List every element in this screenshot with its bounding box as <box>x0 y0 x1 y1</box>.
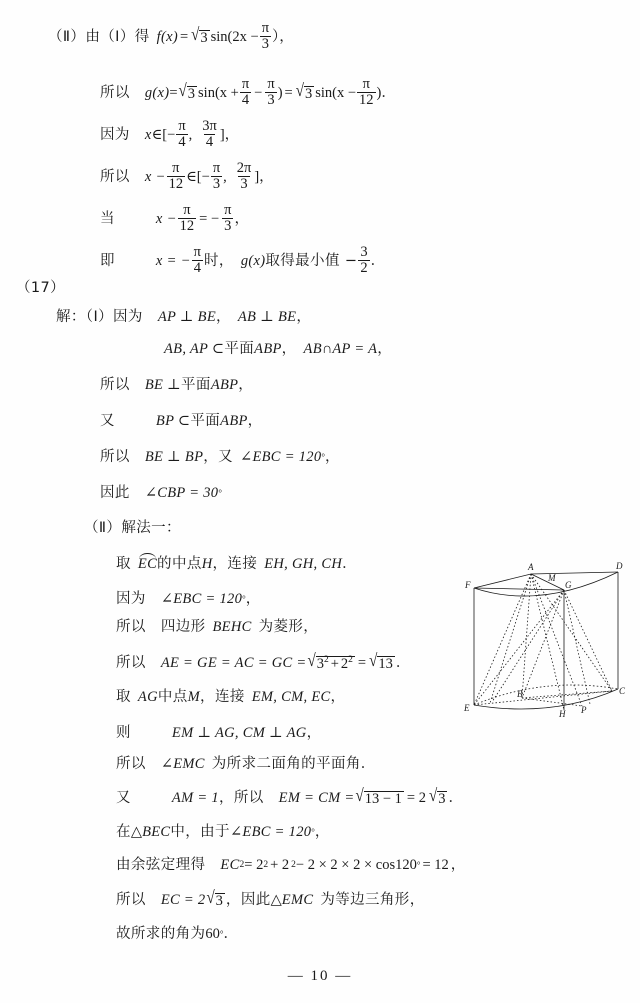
plane-word: 平面 <box>181 377 211 393</box>
fraction-numerator: π <box>183 202 191 218</box>
trig-line-5 <box>100 204 249 235</box>
rhombus-word: 为菱形， <box>258 619 319 635</box>
therefore-word: 因此 <box>240 892 271 908</box>
fraction-numerator: 3π <box>202 118 217 134</box>
trig-line5-x: x − <box>155 211 177 228</box>
top-back-edges <box>474 572 618 588</box>
arc-ec-label: EC <box>137 556 158 572</box>
sqrt-3-radicand: 3 <box>200 30 208 47</box>
expr-em-perp-ag: EM ⊥ AG, CM ⊥ AG <box>171 725 307 741</box>
p17-part1-line-6: 因此 ∠CBP = 30 ° <box>100 485 222 501</box>
period: ． <box>223 926 239 942</box>
take-word: 取 <box>116 555 131 572</box>
p17-part1-line6-lead: 因此 <box>100 485 130 501</box>
trig-line2-gx: g(x) <box>144 85 170 102</box>
figure-label-P: P <box>581 705 587 715</box>
expr-ae-ge-ac-gc: AE = GE = AC = GC = <box>160 655 307 671</box>
period: ． <box>395 655 411 671</box>
comma: ， <box>247 413 263 429</box>
p17-part2-line8-lead: 又 <box>116 790 131 806</box>
p17-part2-line4-lead: 所以 <box>116 655 146 671</box>
figure-label-F: F <box>465 580 471 590</box>
figure-label-B: B <box>517 689 523 699</box>
p17-part2-line2-lead: 因为 <box>116 591 146 607</box>
angle-emc: ∠EMC <box>160 756 205 772</box>
sqrt-3sq-plus-2sq: √ $3^2 + 2^2$ <box>307 651 353 672</box>
comma: ， <box>225 892 241 908</box>
figure-label-A: A <box>528 562 534 572</box>
bottom-back-arc <box>474 685 618 705</box>
trig-line-4 <box>100 162 274 193</box>
sqrt-3-b: √ 3 <box>295 81 313 103</box>
figure-label-D: D <box>616 561 623 571</box>
p17-expr-be-perp-bp: BE ⊥ BP <box>144 449 204 465</box>
trig-line2-eq2: = <box>284 85 293 102</box>
p17-part2-line-2: 因为 ∠EBC = 120 ° ， <box>116 591 261 607</box>
intersection-symbol: ∩ <box>321 341 333 357</box>
p17-part2-line-9: 在 △ BEC 中，由于 ∠EBC = 120 ° ， <box>116 824 330 840</box>
trig-line2-sin1: sin(x + <box>198 85 239 102</box>
result-12: = 12 <box>422 857 449 873</box>
p17-part1-line4-lead: 又 <box>100 413 115 429</box>
trig-line6-mid: 时， <box>204 253 234 270</box>
radicand-base-2: 2 <box>340 656 349 672</box>
trig-line4-close: ]， <box>254 169 274 186</box>
figure-label-G: G <box>565 580 572 590</box>
connect-word-b: ，连接 <box>200 689 245 705</box>
p17-part2-line-1 <box>116 556 357 572</box>
p17-part2-line8-mid: 所以 <box>233 790 264 806</box>
fraction-denominator: 3 <box>240 175 248 192</box>
trig-line6-gx: g(x) <box>240 253 266 270</box>
expr-am-eq-1: AM = 1 <box>171 790 219 806</box>
equals-2: = 2 <box>406 790 426 806</box>
fraction-pi-over-12-a <box>167 161 186 192</box>
p17-part2-line6-lead: 则 <box>116 725 131 741</box>
trig-line2-close2: )． <box>376 85 396 102</box>
p17-part1-line3-lead: 所以 <box>100 377 130 393</box>
trig-line6-tail: 取得最小值 − <box>265 253 358 270</box>
law-of-cosines-text: 由余弦定理得 <box>116 857 206 873</box>
figure-label-H: H <box>559 709 566 718</box>
comma: ， <box>281 341 297 357</box>
sqrt-radicand <box>316 656 355 672</box>
trig-line1-lead: （Ⅱ）由（Ⅰ）得 <box>48 29 150 46</box>
trig-line2-eq1: = <box>169 85 178 102</box>
fraction-pi-over-12 <box>357 77 376 108</box>
trig-line6-lead: 即 <box>100 253 115 270</box>
fraction-denominator: 4 <box>205 133 214 150</box>
p17-expr-ab: AB <box>303 341 322 357</box>
equilateral-triangle-text: 为等边三角形， <box>320 892 425 908</box>
p17-expr-ap-eq-a: AP = A <box>332 341 378 357</box>
fraction-3-over-2 <box>358 245 369 276</box>
p17-expr-ap-perp-be: AP ⊥ BE <box>157 309 216 325</box>
p17-part2-line3-lead: 所以 <box>116 619 146 635</box>
fraction-denominator: 3 <box>267 91 275 108</box>
sqrt-3-a: √ 3 <box>178 81 196 103</box>
p17-part2-line-12: 故所求的角为 60 ° ． <box>116 926 239 942</box>
take-word-b: 取 <box>116 689 131 705</box>
trig-line6-close: ． <box>370 253 386 270</box>
fraction-denominator: 12 <box>359 91 374 108</box>
sqrt-3-c-radicand: 3 <box>438 791 446 807</box>
fraction-pi-over-4 <box>240 77 251 108</box>
fraction-numerator: π <box>224 202 232 218</box>
segments-em-cm-ec: EM, CM, EC <box>251 689 331 705</box>
fraction-denominator: 12 <box>179 217 195 234</box>
p17-part1-line-5: 所以 BE ⊥ BP ， 又 ∠EBC = 120 ° ， <box>100 449 340 465</box>
figure-label-E: E <box>464 703 470 713</box>
problem-number-17: （17） <box>16 280 66 296</box>
fraction-denominator: 3 <box>224 217 232 234</box>
trig-line1-close: ）， <box>272 29 294 46</box>
fraction-denominator: 4 <box>193 259 201 276</box>
trig-line4-in: ∈[− <box>186 169 210 186</box>
eq-2: = 2 <box>244 857 264 873</box>
p17-part1-line-2 <box>164 342 392 357</box>
fraction-denominator: 3 <box>261 35 269 52</box>
segment-ag: AG <box>137 689 158 705</box>
trig-line2-minus: − <box>254 85 263 102</box>
sqrt-3-a-radicand: 3 <box>187 86 196 103</box>
exponent-2: 2 <box>348 655 353 666</box>
fraction-pi-over-3-c <box>211 161 222 192</box>
because-text: 中，由于 <box>170 824 230 840</box>
p17-part2-line-11 <box>116 888 425 909</box>
fraction-pi-over-4-b <box>192 245 203 276</box>
comma: ， <box>238 377 254 393</box>
p17-part2-heading: （Ⅱ）解法一： <box>84 520 181 536</box>
comma: ， <box>450 857 466 873</box>
fraction-pi-over-3 <box>260 21 271 52</box>
trig-line6-x: x = − <box>155 253 191 270</box>
p17-expr-ab-perp-be: AB ⊥ BE <box>237 309 297 325</box>
triangle-bec: BEC <box>142 824 171 840</box>
sqrt-13-minus-1-radicand: 13 − 1 <box>364 791 402 807</box>
sqrt-3: √ 3 <box>191 25 208 47</box>
comma: ， <box>377 341 393 357</box>
trig-line3-in: ∈[− <box>151 127 176 144</box>
dihedral-angle-text: 为所求二面角的平面角． <box>211 756 376 772</box>
plus-2: + 2 <box>270 857 290 873</box>
midpoint-word-b: 中点 <box>157 689 188 705</box>
trig-line1-eq: = <box>179 29 189 46</box>
fraction-denominator: 3 <box>212 175 221 192</box>
connect-word: ，连接 <box>212 555 258 572</box>
p17-part1-line5-lead: 所以 <box>100 449 130 465</box>
comma: ， <box>306 725 322 741</box>
fraction-pi-over-3-b <box>265 77 276 108</box>
conclusion-text: 故所求的角为 <box>116 926 206 942</box>
answer-60: 60 <box>205 926 220 942</box>
solid-geometry-figure <box>462 558 632 718</box>
trig-line4-x: x − <box>144 169 166 186</box>
comma: ， <box>215 309 231 325</box>
point-h: H <box>201 555 213 572</box>
trig-line-2 <box>100 78 396 109</box>
fraction-numerator: π <box>178 118 186 134</box>
comma: ， <box>203 449 219 465</box>
trig-line2-close1: ) <box>277 85 283 102</box>
p17-plane-abp-c: ABP <box>220 413 248 429</box>
trig-line3-x: x <box>144 127 152 144</box>
fraction-numerator: π <box>172 160 180 176</box>
comma: ， <box>314 824 330 840</box>
p17-expr-bp-subset: BP ⊂ <box>155 413 191 429</box>
trig-line-3 <box>100 120 239 151</box>
trig-line5-lead: 当 <box>100 211 115 228</box>
fraction-3pi-over-4 <box>200 119 219 150</box>
p17-part2-line-4 <box>116 651 411 672</box>
plus-sign: + <box>330 656 339 672</box>
p17-part2-line-3 <box>116 620 318 635</box>
midpoint-word: 的中点 <box>157 555 202 572</box>
sqrt-13-radicand: 13 <box>378 656 393 672</box>
expr-ec-eq-2: EC = 2 <box>160 892 206 908</box>
equals: = <box>357 655 367 671</box>
point-m: M <box>187 689 201 705</box>
p17-part2-line-8 <box>116 786 464 807</box>
fraction-numerator: π <box>193 244 201 260</box>
p17-expr-be-perp: BE ⊥ <box>144 377 181 393</box>
plane-word: 平面 <box>224 341 255 357</box>
p17-part1-line-1 <box>56 310 311 325</box>
sqrt-3-c: √ 3 <box>428 786 446 807</box>
triangle-symbol-b: △ <box>270 892 282 908</box>
figure-label-C: C <box>619 686 626 696</box>
sqrt-13: √ 13 <box>369 651 393 672</box>
plane-word: 平面 <box>190 413 221 429</box>
trig-line4-lead: 所以 <box>100 169 130 186</box>
p17-angle-cbp-30: ∠CBP = 30 <box>144 485 219 501</box>
comma: ， <box>218 790 234 806</box>
p17-plane-abp-b: ABP <box>210 377 239 393</box>
p17-part2-line-6 <box>116 726 321 741</box>
trig-line4-comma: , <box>223 169 227 186</box>
arc-ec <box>138 556 157 572</box>
trig-line3-lead: 因为 <box>100 127 130 144</box>
page-number: — 10 — <box>287 968 353 984</box>
angle-ebc-120-b: ∠EBC = 120 <box>160 591 243 607</box>
p17-part2-line-10: 由余弦定理得 EC 2 = 2 2 + 2 2 − 2 × 2 × 2 × cos120 ° = 12 ， <box>116 857 466 873</box>
p17-part1-line-4 <box>100 414 263 429</box>
fraction-numerator: π <box>212 160 221 176</box>
fraction-denominator: 4 <box>178 133 186 150</box>
comma: ， <box>245 591 261 607</box>
p17-angle-ebc-120: ∠EBC = 120 <box>240 449 322 465</box>
quad-behc: BEHC <box>212 619 252 635</box>
in-word: 在 <box>116 824 131 840</box>
fraction-pi-over-4-a <box>176 119 187 150</box>
p17-part1-line1-lead: 解：（Ⅰ）因为 <box>56 309 143 325</box>
fraction-numerator: π <box>241 76 250 92</box>
triangle-symbol: △ <box>130 824 143 840</box>
bottom-front-arc <box>474 689 618 709</box>
fraction-numerator: π <box>267 76 275 92</box>
p17-part1-line5-mid: 又 <box>218 449 234 465</box>
fraction-denominator: 2 <box>360 259 368 276</box>
fraction-pi-over-3-d <box>222 203 233 234</box>
internal-dotted-lines <box>474 574 612 710</box>
trig-line-1 <box>48 22 294 53</box>
trig-line5-eq: = − <box>199 211 220 228</box>
quadrilateral-word: 四边形 <box>160 619 206 635</box>
top-front-arc <box>474 572 618 596</box>
fraction-numerator: 2π <box>236 160 252 176</box>
fraction-denominator: 4 <box>241 91 250 108</box>
radicand-base-1: 3 <box>316 656 324 672</box>
p17-part2-line-7 <box>116 757 376 772</box>
trig-line1-fx: f(x) <box>156 29 178 46</box>
sqrt-13-minus-1: √ 13 − 1 <box>355 786 402 807</box>
trig-line2-sin2: sin(x − <box>315 85 357 102</box>
trig-line1-sin: sin(2x − <box>210 29 259 46</box>
expr-ec: EC <box>220 857 240 873</box>
figure-svg <box>462 558 632 718</box>
fraction-numerator: 3 <box>360 244 368 260</box>
sqrt-3-b-radicand: 3 <box>304 86 313 103</box>
p17-part2-line-5 <box>116 690 345 705</box>
comma: ， <box>324 449 340 465</box>
exponent-1: 2 <box>323 655 329 666</box>
fraction-pi-over-12-b <box>178 203 197 234</box>
p17-expr-ab-ap-subset: AB, AP ⊂ <box>164 341 225 357</box>
p17-plane-abp: ABP <box>254 341 282 357</box>
p17-part2-line7-lead: 所以 <box>116 756 146 772</box>
minus-term: − 2 × 2 × 2 × cos120 <box>295 857 417 873</box>
figure-label-M: M <box>548 573 556 583</box>
fraction-numerator: π <box>362 76 370 92</box>
expr-em-eq-cm: EM = CM = <box>278 790 355 806</box>
trig-line3-close: ]， <box>219 127 240 144</box>
trig-line-6 <box>100 246 385 277</box>
angle-ebc-120-c: ∠EBC = 120 <box>229 824 312 840</box>
segments-eh-gh-ch: EH, GH, CH <box>264 555 343 572</box>
triangle-emc: EMC <box>281 892 314 908</box>
period: ． <box>448 790 464 806</box>
p17-part1-line-3 <box>100 378 253 393</box>
p17-part2-line11-lead: 所以 <box>116 892 146 908</box>
sqrt-3-d: √ 3 <box>206 888 223 909</box>
period: ． <box>342 555 358 572</box>
fraction-2pi-over-3 <box>235 161 254 192</box>
comma: ， <box>330 689 346 705</box>
trig-line3-comma: , <box>188 127 193 144</box>
trig-line2-lead: 所以 <box>100 85 130 102</box>
fraction-numerator: π <box>261 20 270 36</box>
trig-line5-close: ， <box>234 211 249 228</box>
fraction-denominator: 12 <box>168 175 184 192</box>
comma: ， <box>296 309 312 325</box>
sqrt-3-d-radicand: 3 <box>215 893 223 909</box>
